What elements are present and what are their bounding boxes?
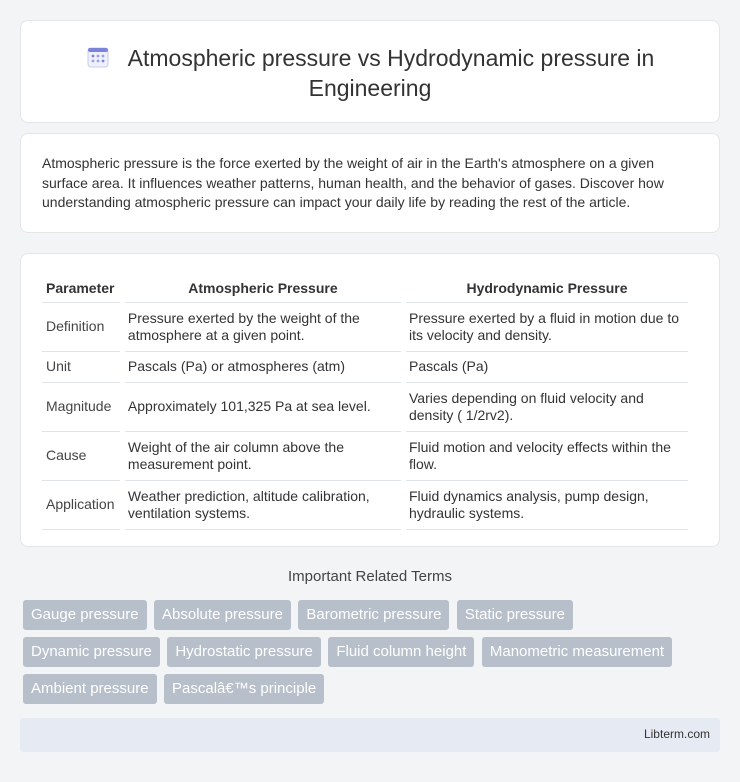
row-atmospheric: Pascals (Pa) or atmospheres (atm) — [125, 352, 401, 383]
row-hydrodynamic: Fluid dynamics analysis, pump design, hydraulic systems. — [406, 481, 688, 530]
page-title — [21, 43, 719, 103]
header-parameter: Parameter — [42, 273, 120, 303]
row-atmospheric: Weather prediction, altitude calibration, ventilation systems. — [125, 481, 401, 530]
comparison-table — [37, 273, 693, 530]
header-card — [20, 20, 720, 123]
tag-gauge-pressure[interactable]: Gauge pressure — [23, 600, 147, 630]
document-list-icon — [86, 45, 110, 69]
footer-site-link[interactable]: Libterm.com — [643, 727, 710, 741]
table-row — [42, 303, 688, 352]
page-title-text: Atmospheric pressure vs Hydrodynamic pressure in Engineering — [127, 45, 655, 101]
row-parameter: Cause — [42, 432, 120, 481]
intro-card — [20, 133, 720, 233]
header-hydrodynamic: Hydrodynamic Pressure — [406, 273, 688, 303]
header-atmospheric: Atmospheric Pressure — [125, 273, 401, 303]
table-row — [42, 383, 688, 432]
tag-ambient-pressure[interactable]: Ambient pressure — [23, 674, 157, 704]
tag-static-pressure[interactable]: Static pressure — [457, 600, 573, 630]
row-parameter: Unit — [42, 352, 120, 383]
header — [21, 43, 719, 103]
tag-dynamic-pressure[interactable]: Dynamic pressure — [23, 637, 160, 667]
tag-pascals-principle[interactable]: Pascalâ€™s principle — [164, 674, 324, 704]
row-hydrodynamic: Fluid motion and velocity effects within the flow. — [406, 432, 688, 481]
related-terms-list — [23, 600, 723, 711]
table-row — [42, 432, 688, 481]
tag-manometric-measurement[interactable]: Manometric measurement — [482, 637, 672, 667]
row-atmospheric: Weight of the air column above the measurement point. — [125, 432, 401, 481]
table-header-row — [42, 273, 688, 303]
row-hydrodynamic: Pascals (Pa) — [406, 352, 688, 383]
row-parameter: Definition — [42, 303, 120, 352]
row-atmospheric: Pressure exerted by the weight of the atmosphere at a given point. — [125, 303, 401, 352]
related-terms-heading: Important Related Terms — [288, 568, 452, 585]
footer — [20, 718, 720, 752]
row-atmospheric: Approximately 101,325 Pa at sea level. — [125, 383, 401, 432]
tag-barometric-pressure[interactable]: Barometric pressure — [298, 600, 449, 630]
table-row — [42, 481, 688, 530]
row-hydrodynamic: Pressure exerted by a fluid in motion due to its velocity and density. — [406, 303, 688, 352]
tag-hydrostatic-pressure[interactable]: Hydrostatic pressure — [167, 637, 321, 667]
row-parameter: Magnitude — [42, 383, 120, 432]
comparison-table-card — [20, 253, 720, 547]
tag-absolute-pressure[interactable]: Absolute pressure — [154, 600, 291, 630]
intro-paragraph: Atmospheric pressure is the force exerted by the weight of air in the Earth's atmosphere on a given surface area. It influences weather patterns, human health, and the behavior of gases. Discover how understanding atmospheric pressure can impact your daily life by reading the rest of the article. — [42, 155, 664, 210]
row-hydrodynamic: Varies depending on fluid velocity and density ( 1/2rv2). — [406, 383, 688, 432]
tag-fluid-column-height[interactable]: Fluid column height — [328, 637, 474, 667]
table-row — [42, 352, 688, 383]
row-parameter: Application — [42, 481, 120, 530]
